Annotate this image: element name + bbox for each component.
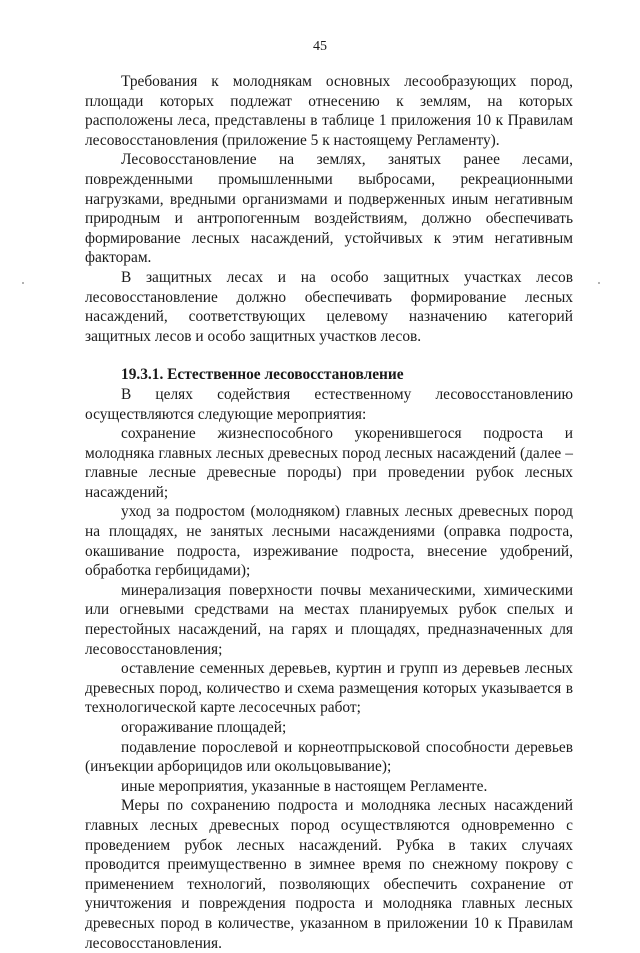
closing-paragraph: Меры по сохранению подроста и молодняка лесных насаждений главных лесных древесных пород осуществляются одновременно с проведением рубок лесных насаждений. Рубка в таких случаях проводится преимущественно в зимнее время по снежному покрову с применением технологий, позволяющих обеспечить сохранение от уничтожения и повреждения подроста и молодняка главных лесных древесных пород в количестве, указанном в приложении 10 к Правилам лесовосстановления. — [85, 797, 573, 952]
paragraph-damaged-lands: Лесовосстановление на землях, занятых ранее лесами, поврежденными промышленными выбросами, рекреационными нагрузками, вредными организмами и подверженных иным негативным природным и антропогенным воздействиям, должно обеспечивать формирование лесных насаждений, устойчивых к этим негативным факторам. — [85, 151, 573, 267]
scan-mark — [598, 282, 600, 284]
paragraph-protective-forests: В защитных лесах и на особо защитных участках лесов лесовосстановление должно обеспечивать формирование лесных насаждений, соответствующих целевому назначению категорий защитных лесов и особо защитных участков лесов. — [85, 268, 573, 345]
measure-item: минерализация поверхности почвы механическими, химическими или огневыми средствами на местах планируемых рубок спелых и перестойных насаждений, на гарях и площадях, предназначенных для лесовосстановления; — [85, 581, 573, 658]
measure-item: огораживание площадей; — [121, 719, 287, 736]
section-intro: В целях содействия естественному лесовосстановлению осуществляются следующие мероприятия: — [85, 385, 573, 423]
paragraph-young-stands-requirements: Требования к молоднякам основных лесообразующих пород, площади которых подлежат отнесению к землям, на которых расположены леса, представлены в таблице 1 приложения 10 к Правилам лесовосстановления (приложение 5 к настоящему Регламенту). — [85, 73, 573, 149]
measure-item: оставление семенных деревьев, куртин и групп из деревьев лесных древесных пород, количество и схема размещения которых указывается в технологической карте лесосечных работ; — [85, 660, 573, 717]
page-number: 45 — [313, 39, 327, 54]
measure-item: уход за подростом (молодняком) главных лесных древесных пород на площадях, не занятых лесными насаждениями (оправка подроста, окашивание подроста, изреживание подроста, внесение удобрений, обработка гербицидами); — [85, 503, 573, 580]
measure-item: подавление порослевой и корнеотпрысковой способности деревьев (инъекции арборицидов или окольцовывание); — [85, 738, 573, 776]
section-heading: 19.3.1. Естественное лесовосстановление — [121, 366, 404, 384]
measure-item: иные мероприятия, указанные в настоящем Регламенте. — [121, 777, 488, 795]
document-body — [85, 72, 573, 953]
scan-mark — [22, 282, 24, 284]
measure-item: сохранение жизнеспособного укоренившегося подроста и молодняка главных лесных древесных пород лесных насаждений (далее – главные лесные древесные породы) при проведении рубок лесных насаждений; — [85, 425, 573, 501]
